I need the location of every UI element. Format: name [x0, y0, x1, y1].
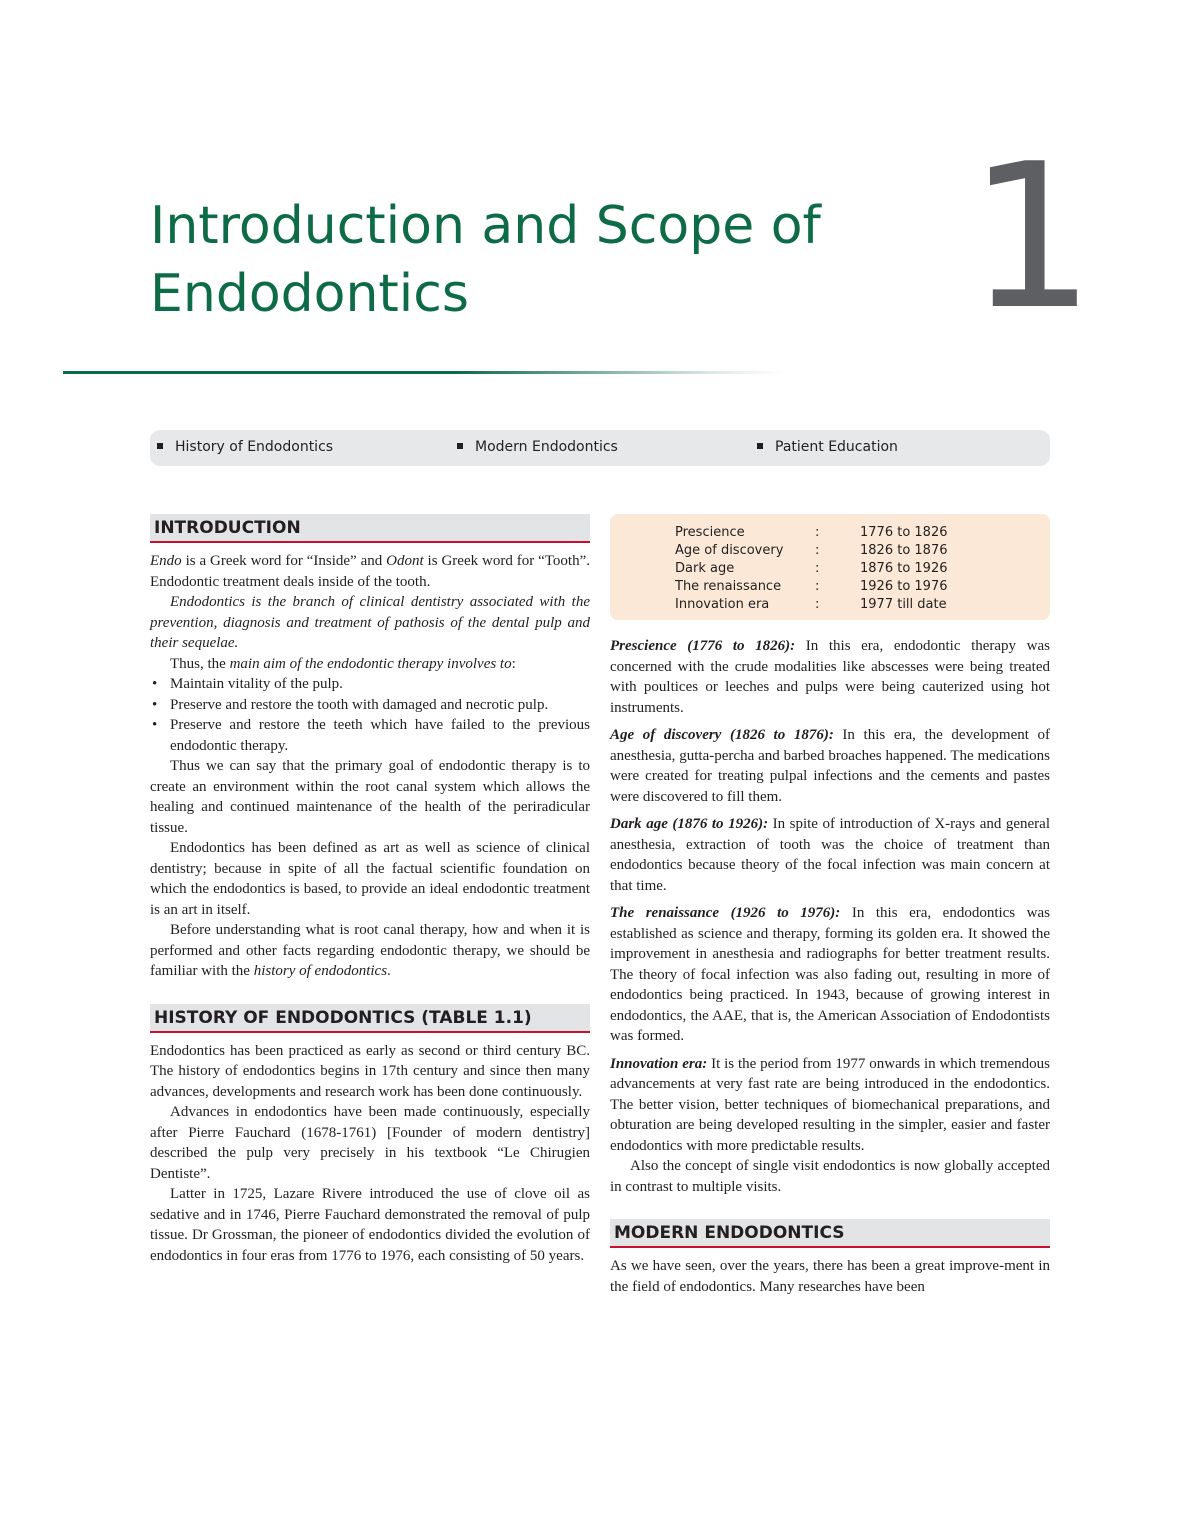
era-paragraph-innovation: Innovation era: It is the period from 1977 onwards in which tremendous advancements at very fast rate are being introduced in the endodontics. The better vision, better techniques of biomechanical preparations, and obturation are being developed resulting in the simpler, easier and faster endodontics with more predictable results.	[610, 1055, 1050, 1154]
history-paragraph: Advances in endodontics have been made continuously, especially after Pierre Fauchard (1678-1761) [Founder of modern dentistry] described the pulp very precisely in his textbook “Le Chirugien Dentiste”.	[150, 1104, 590, 1182]
bullet-square-icon	[757, 443, 763, 449]
list-item: • Preserve and restore the tooth with damaged and necrotic pulp.	[150, 695, 590, 716]
table-row: The renaissance : 1926 to 1976	[675, 579, 948, 594]
topic-item: Modern Endodontics	[457, 439, 618, 455]
topic-item: Patient Education	[757, 439, 898, 455]
chapter-topics-bar	[150, 430, 1050, 466]
section-heading-modern: MODERN ENDODONTICS	[610, 1219, 1050, 1248]
table-row: Age of discovery : 1826 to 1876	[675, 543, 948, 558]
right-column	[610, 636, 1050, 1297]
chapter-title	[150, 192, 850, 328]
era-paragraph-prescience: Prescience (1776 to 1826): In this era, endodontic therapy was concerned with the crude modalities like abscesses were being treated with poultices or leeches and pulps were being cauterized using hot instruments.	[610, 638, 1051, 716]
table-row: Innovation era : 1977 till date	[675, 597, 947, 612]
era-paragraph-discovery: Age of discovery (1826 to 1876): In this era, the development of anesthesia, gutta-percha and barbed broaches happened. The medications were created for treating pulpal infections and the cements and pastes were discovered to fill them.	[610, 727, 1050, 805]
section-heading-introduction: INTRODUCTION	[150, 514, 590, 543]
chapter-title-line-2: Endodontics	[150, 264, 469, 324]
aims-list	[150, 674, 590, 756]
eras-table	[610, 514, 1050, 620]
history-lead-paragraph: Before understanding what is root canal therapy, how and when it is performed and other facts regarding endodontic therapy, we should be familiar with the history of endodontics.	[150, 922, 590, 979]
definition-paragraph: Endodontics is the branch of clinical dentistry associated with the prevention, diagnosis and treatment of pathosis of the dental pulp and their sequelae.	[150, 594, 590, 651]
topic-item: History of Endodontics	[157, 439, 333, 455]
chapter-title-line-1: Introduction and Scope of	[150, 196, 821, 256]
list-item: • Maintain vitality of the pulp.	[150, 674, 590, 695]
history-paragraph: Latter in 1725, Lazare Rivere introduced the use of clove oil as sedative and in 1746, Pierre Fauchard demonstrated the removal of pulp tissue. Dr Grossman, the pioneer of endodontics divided the evolution of endodontics in four eras from 1776 to 1976, each consisting of 50 years.	[150, 1186, 590, 1264]
modern-paragraph: As we have seen, over the years, there has been a great improve-ment in the field of endodontics. Many researches have been	[610, 1258, 1050, 1295]
bullet-square-icon	[457, 443, 463, 449]
list-item: • Preserve and restore the teeth which have failed to the previous endodontic therapy.	[150, 715, 590, 756]
art-science-paragraph: Endodontics has been defined as art as well as science of clinical dentistry; because in spite of all the factual scientific foundation on which the endodontics is based, to provide an ideal endodontic treatment is an art in itself.	[150, 840, 590, 918]
single-visit-paragraph: Also the concept of single visit endodontics is now globally accepted in contrast to multiple visits.	[610, 1158, 1050, 1195]
table-row: Prescience : 1776 to 1826	[675, 525, 948, 540]
chapter-number: 1	[968, 121, 1096, 354]
era-paragraph-renaissance: The renaissance (1926 to 1976): In this era, endodontics was established as science and therapy, forming its golden era. It showed the improvement in anesthesia and radiographs for better treatment results. The theory of focal infection was also fading out, resulting in more of endodontics being practiced. In 1943, because of growing interest in endodontics, the AAE, that is, the American Association of Endodontists was formed.	[610, 905, 1051, 1044]
left-column	[150, 514, 590, 1266]
history-paragraph: Endodontics has been practiced as early as second or third century BC. The history of endodontics begins in 17th century and since then many advances, developments and research work has been done continuously.	[150, 1042, 590, 1100]
section-heading-history: HISTORY OF ENDODONTICS (TABLE 1.1)	[150, 1004, 590, 1033]
bullet-square-icon	[157, 443, 163, 449]
title-divider	[63, 371, 783, 374]
goal-paragraph: Thus we can say that the primary goal of endodontic therapy is to create an environment within the root canal system which allows the healing and continued maintenance of the health of the periradicular tissue.	[150, 758, 590, 836]
era-paragraph-dark-age: Dark age (1876 to 1926): In spite of introduction of X-rays and general anesthesia, extraction of tooth was the choice of treatment than endodontics because theory of the focal infection was main concern at that time.	[610, 816, 1051, 894]
table-row: Dark age : 1876 to 1926	[675, 561, 948, 576]
intro-paragraph: Endo is a Greek word for “Inside” and Odont is Greek word for “Tooth”. Endodontic treatment deals inside of the tooth.	[150, 553, 590, 590]
aim-paragraph: Thus, the main aim of the endodontic therapy involves to:	[170, 655, 516, 672]
